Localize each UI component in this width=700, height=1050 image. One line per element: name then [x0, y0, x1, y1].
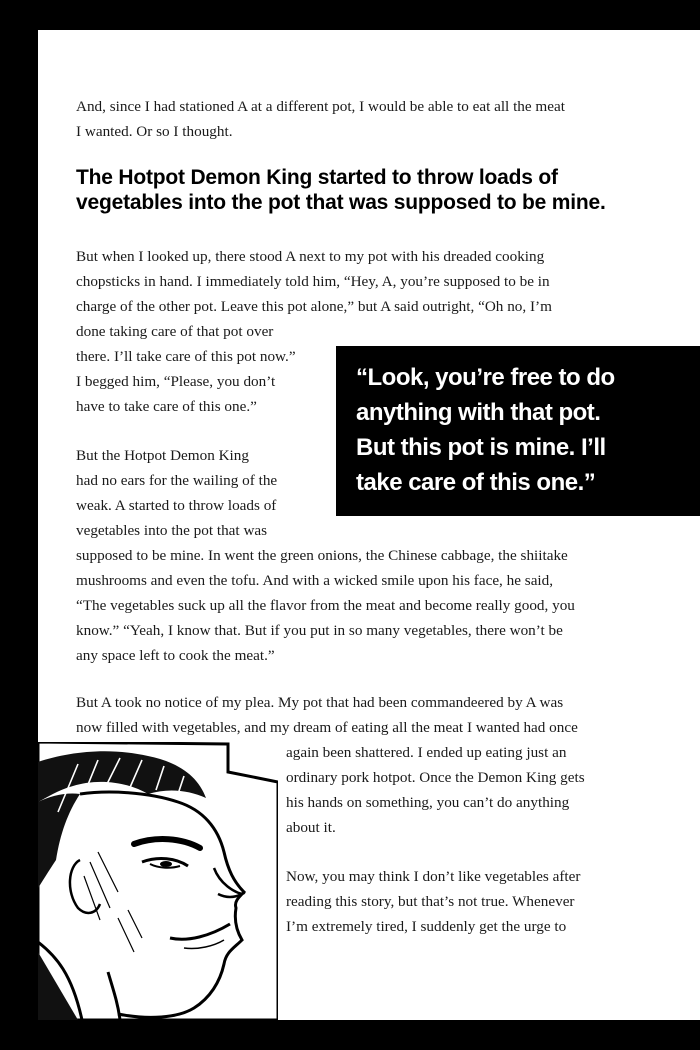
book-page — [38, 30, 700, 1020]
text-line: But when I looked up, there stood A next to my pot with his dreaded cooking — [76, 248, 545, 265]
quote-line: take care of this one.” — [356, 469, 596, 496]
text-line: there. I’ll take care of this pot now.” — [76, 348, 296, 365]
text-line: vegetables into the pot that was — [76, 522, 268, 539]
text-line: I’m extremely tired, I suddenly get the urge to — [286, 918, 567, 935]
text-line: any space left to cook the meat.” — [76, 647, 275, 664]
text-line: But the Hotpot Demon King — [76, 447, 249, 464]
text-line: his hands on something, you can’t do anything — [286, 794, 570, 811]
text-line: But A took no notice of my plea. My pot that had been commandeered by A was — [76, 694, 564, 711]
text-line: supposed to be mine. In went the green onions, the Chinese cabbage, the shiitake — [76, 547, 568, 564]
section-headline — [76, 165, 606, 215]
quote-line: anything with that pot. — [356, 399, 601, 426]
manga-character-portrait-icon — [38, 742, 278, 1020]
quote-line: “Look, you’re free to do — [356, 364, 615, 391]
quote-line: But this pot is mine. I’ll — [356, 434, 606, 461]
text-line: reading this story, but that’s not true. Whenever — [286, 893, 575, 910]
text-line: ordinary pork hotpot. Once the Demon King gets — [286, 769, 585, 786]
text-line: weak. A started to throw loads of — [76, 497, 277, 514]
text-line: about it. — [286, 819, 336, 836]
text-line: “The vegetables suck up all the flavor from the meat and become really good, you — [76, 597, 575, 614]
text-line: have to take care of this one.” — [76, 398, 257, 415]
text-line: now filled with vegetables, and my dream of eating all the meat I wanted had once — [76, 719, 578, 736]
headline-line: vegetables into the pot that was supposed to be mine. — [76, 191, 606, 214]
text-line: I begged him, “Please, you don’t — [76, 373, 276, 390]
paragraph-3 — [76, 443, 575, 668]
text-line: again been shattered. I ended up eating just an — [286, 744, 567, 761]
text-line: know.” “Yeah, I know that. But if you put in so many vegetables, there won’t be — [76, 622, 563, 639]
text-line: I wanted. Or so I thought. — [76, 123, 233, 140]
text-line: had no ears for the wailing of the — [76, 472, 278, 489]
paragraph-4-top — [76, 690, 578, 740]
text-line: mushrooms and even the tofu. And with a wicked smile upon his face, he said, — [76, 572, 554, 589]
text-line: Now, you may think I don’t like vegetables after — [286, 868, 581, 885]
paragraph-4-wrapped — [286, 740, 585, 840]
text-line: chopsticks in hand. I immediately told him, “Hey, A, you’re supposed to be in — [76, 273, 550, 290]
headline-line: The Hotpot Demon King started to throw loads of — [76, 166, 558, 189]
paragraph-5 — [286, 864, 580, 939]
text-line: done taking care of that pot over — [76, 323, 274, 340]
text-line: And, since I had stationed A at a different pot, I would be able to eat all the meat — [76, 98, 565, 115]
paragraph-1 — [76, 94, 565, 144]
text-line: charge of the other pot. Leave this pot alone,” but A said outright, “Oh no, I’m — [76, 298, 552, 315]
